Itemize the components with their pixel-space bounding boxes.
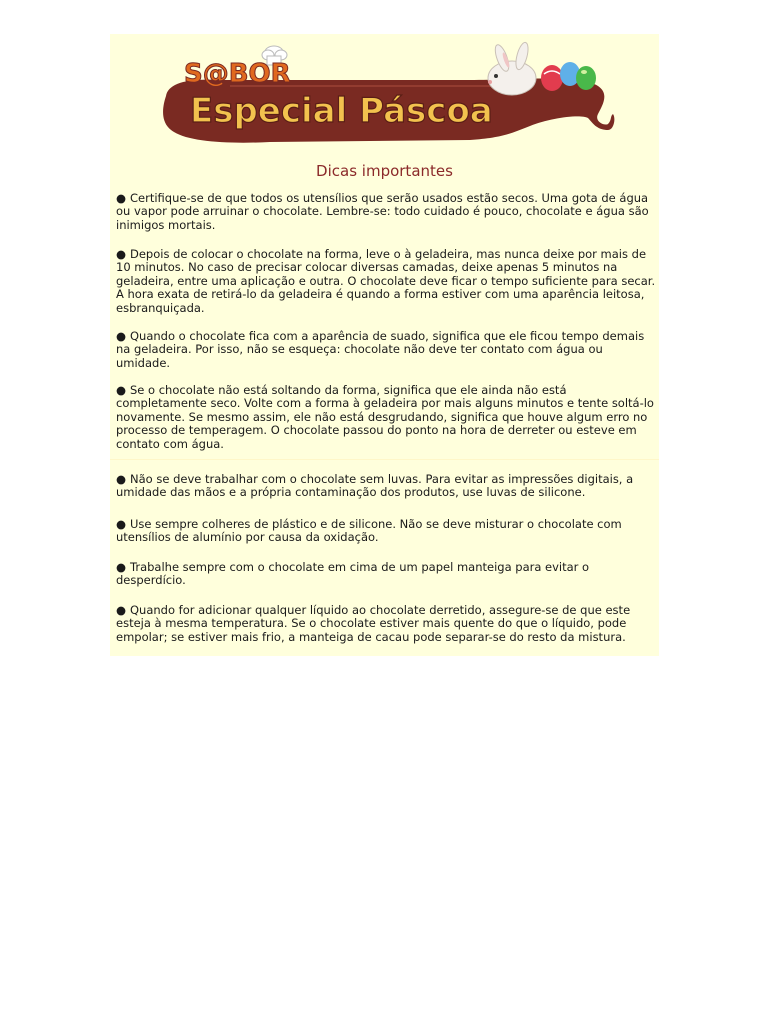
- tip-item: [116, 604, 656, 644]
- tip-text: Quando o chocolate fica com a aparência de suado, significa que ele ficou tempo demais na geladeira. Por isso, não se esqueça: chocolate não deve ter contato com água ou umidade.: [116, 329, 645, 370]
- bullet-icon: ●: [116, 191, 127, 205]
- page-title: Dicas importantes: [316, 162, 453, 180]
- tip-text: Trabalhe sempre com o chocolate em cima de um papel manteiga para evitar o desperdício.: [116, 560, 590, 588]
- tip-item: [116, 518, 656, 545]
- header-banner: [110, 34, 659, 156]
- tip-item: [116, 192, 656, 232]
- bunny-icon: [488, 41, 536, 95]
- tip-text: Certifique-se de que todos os utensílios que serão usados estão secos. Uma gota de água ou vapor pode arruinar o chocolate. Lembre-se: todo cuidado é pouco, chocolate e água são inimigos mortais.: [116, 191, 649, 232]
- bullet-icon: ●: [116, 603, 127, 617]
- bullet-icon: ●: [116, 560, 127, 574]
- bullet-icon: ●: [116, 517, 127, 531]
- tip-text: Depois de colocar o chocolate na forma, leve o à geladeira, mas nunca deixe por mais de 10 minutos. No caso de precisar colocar diversas camadas, deixe apenas 5 minutos na geladeira, entre uma aplicação e outra. O chocolate deve ficar o tempo suficiente para secar. A hora exata de retirá-lo da geladeira é quando a forma estiver com uma aparência leitosa, esbranquiçada.: [116, 247, 656, 315]
- brand-logo-text: S@BOR: [184, 59, 291, 89]
- tip-item: [116, 330, 656, 370]
- document-page: [110, 34, 659, 656]
- bullet-icon: ●: [116, 383, 127, 397]
- section-divider: [110, 459, 659, 460]
- bullet-icon: ●: [116, 329, 127, 343]
- tip-text: Não se deve trabalhar com o chocolate sem luvas. Para evitar as impressões digitais, a umidade das mãos e a própria contaminação dos produtos, use luvas de silicone.: [116, 472, 634, 500]
- tip-item: [116, 561, 656, 588]
- tip-text: Se o chocolate não está soltando da forma, significa que ele ainda não está completamente seco. Volte com a forma à geladeira por mais alguns minutos e tente soltá-lo novamente. Se mesmo assim, ele não está desgrudando, significa que houve algum erro no processo de temperagem. O chocolate passou do ponto na hora de derreter ou esteve em contato com água.: [116, 383, 654, 451]
- banner-subtitle: Especial Páscoa: [190, 91, 493, 131]
- tip-text: Quando for adicionar qualquer líquido ao chocolate derretido, assegure-se de que este esteja à mesma temperatura. Se o chocolate estiver mais quente do que o líquido, pode empolar; se estiver mais frio, a manteiga de cacau pode separar-se do resto da mistura.: [116, 603, 631, 644]
- bullet-icon: ●: [116, 247, 127, 261]
- tip-item: [116, 473, 656, 500]
- tip-text: Use sempre colheres de plástico e de silicone. Não se deve misturar o chocolate com utensílios de alumínio por causa da oxidação.: [116, 517, 622, 545]
- bullet-icon: ●: [116, 472, 127, 486]
- tip-item: [116, 384, 656, 451]
- tip-item: [116, 248, 656, 315]
